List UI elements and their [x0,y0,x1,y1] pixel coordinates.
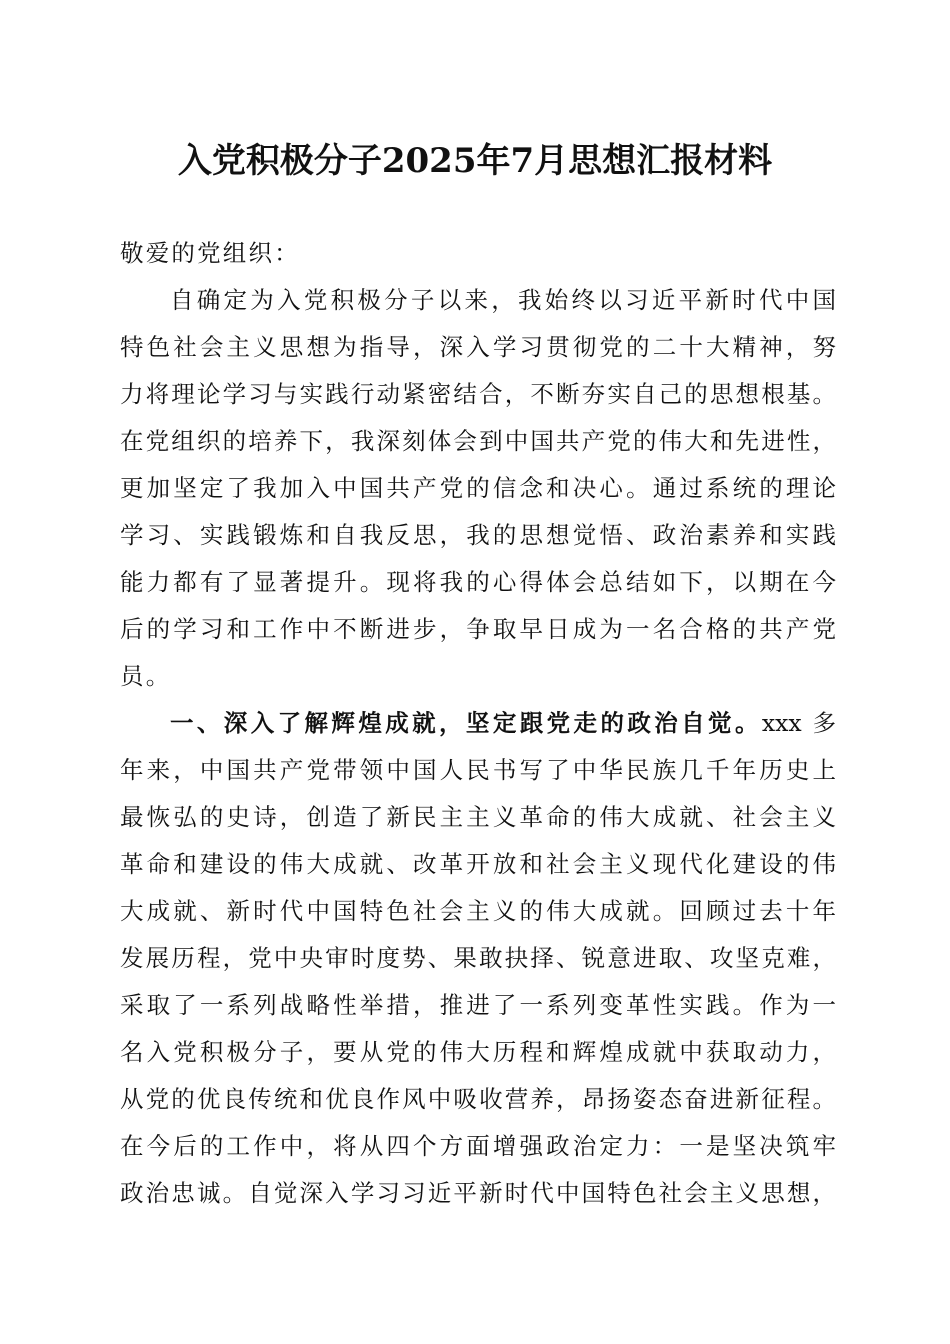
text-line: 最恢弘的史诗，创造了新民主主义革命的伟大成就、社会主义 [120,803,836,831]
text-line: 特色社会主义思想为指导，深入学习贯彻党的二十大精神，努 [120,333,836,361]
text-line: 更加坚定了我加入中国共产党的信念和决心。通过系统的理论 [120,474,836,502]
text-line: 自确定为入党积极分子以来，我始终以习近平新时代中国 [170,286,836,314]
text-line: 后的学习和工作中不断进步，争取早日成为一名合格的共产党 [120,615,836,643]
document-body [120,230,836,1217]
text-line: 政治忠诚。自觉深入学习习近平新时代中国特色社会主义思想， [120,1179,836,1207]
paragraph-section-one [120,700,836,1217]
text-line: 名入党积极分子，要从党的伟大历程和辉煌成就中获取动力， [120,1038,836,1066]
text-line: 在今后的工作中，将从四个方面增强政治定力：一是坚决筑牢 [120,1132,836,1160]
heading-continuation: xxx 多 [761,709,837,737]
text-line: 革命和建设的伟大成就、改革开放和社会主义现代化建设的伟 [120,850,836,878]
text-line: 学习、实践锻炼和自我反思，我的思想觉悟、政治素养和实践 [120,521,836,549]
section-heading: 一、深入了解辉煌成就，坚定跟党走的政治自觉。 [170,709,762,737]
text-line: 年来，中国共产党带领中国人民书写了中华民族几千年历史上 [120,756,836,784]
text-line: 在党组织的培养下，我深刻体会到中国共产党的伟大和先进性， [120,427,836,455]
document-title: 入党积极分子2025年7月思想汇报材料 [177,141,773,181]
text-line: 发展历程，党中央审时度势、果敢抉择、锐意进取、攻坚克难， [120,944,836,972]
text-line: 员。 [120,662,172,690]
text-line: 能力都有了显著提升。现将我的心得体会总结如下，以期在今 [120,568,836,596]
paragraph-intro [120,277,836,700]
salutation: 敬爱的党组织： [120,239,300,267]
section-heading-line [120,700,836,747]
text-line: 从党的优良传统和优良作风中吸收营养，昂扬姿态奋进新征程。 [120,1085,836,1113]
text-line: 采取了一系列战略性举措，推进了一系列变革性实践。作为一 [120,991,836,1019]
text-line: 力将理论学习与实践行动紧密结合，不断夯实自己的思想根基。 [120,380,836,408]
text-line: 大成就、新时代中国特色社会主义的伟大成就。回顾过去十年 [120,897,836,925]
